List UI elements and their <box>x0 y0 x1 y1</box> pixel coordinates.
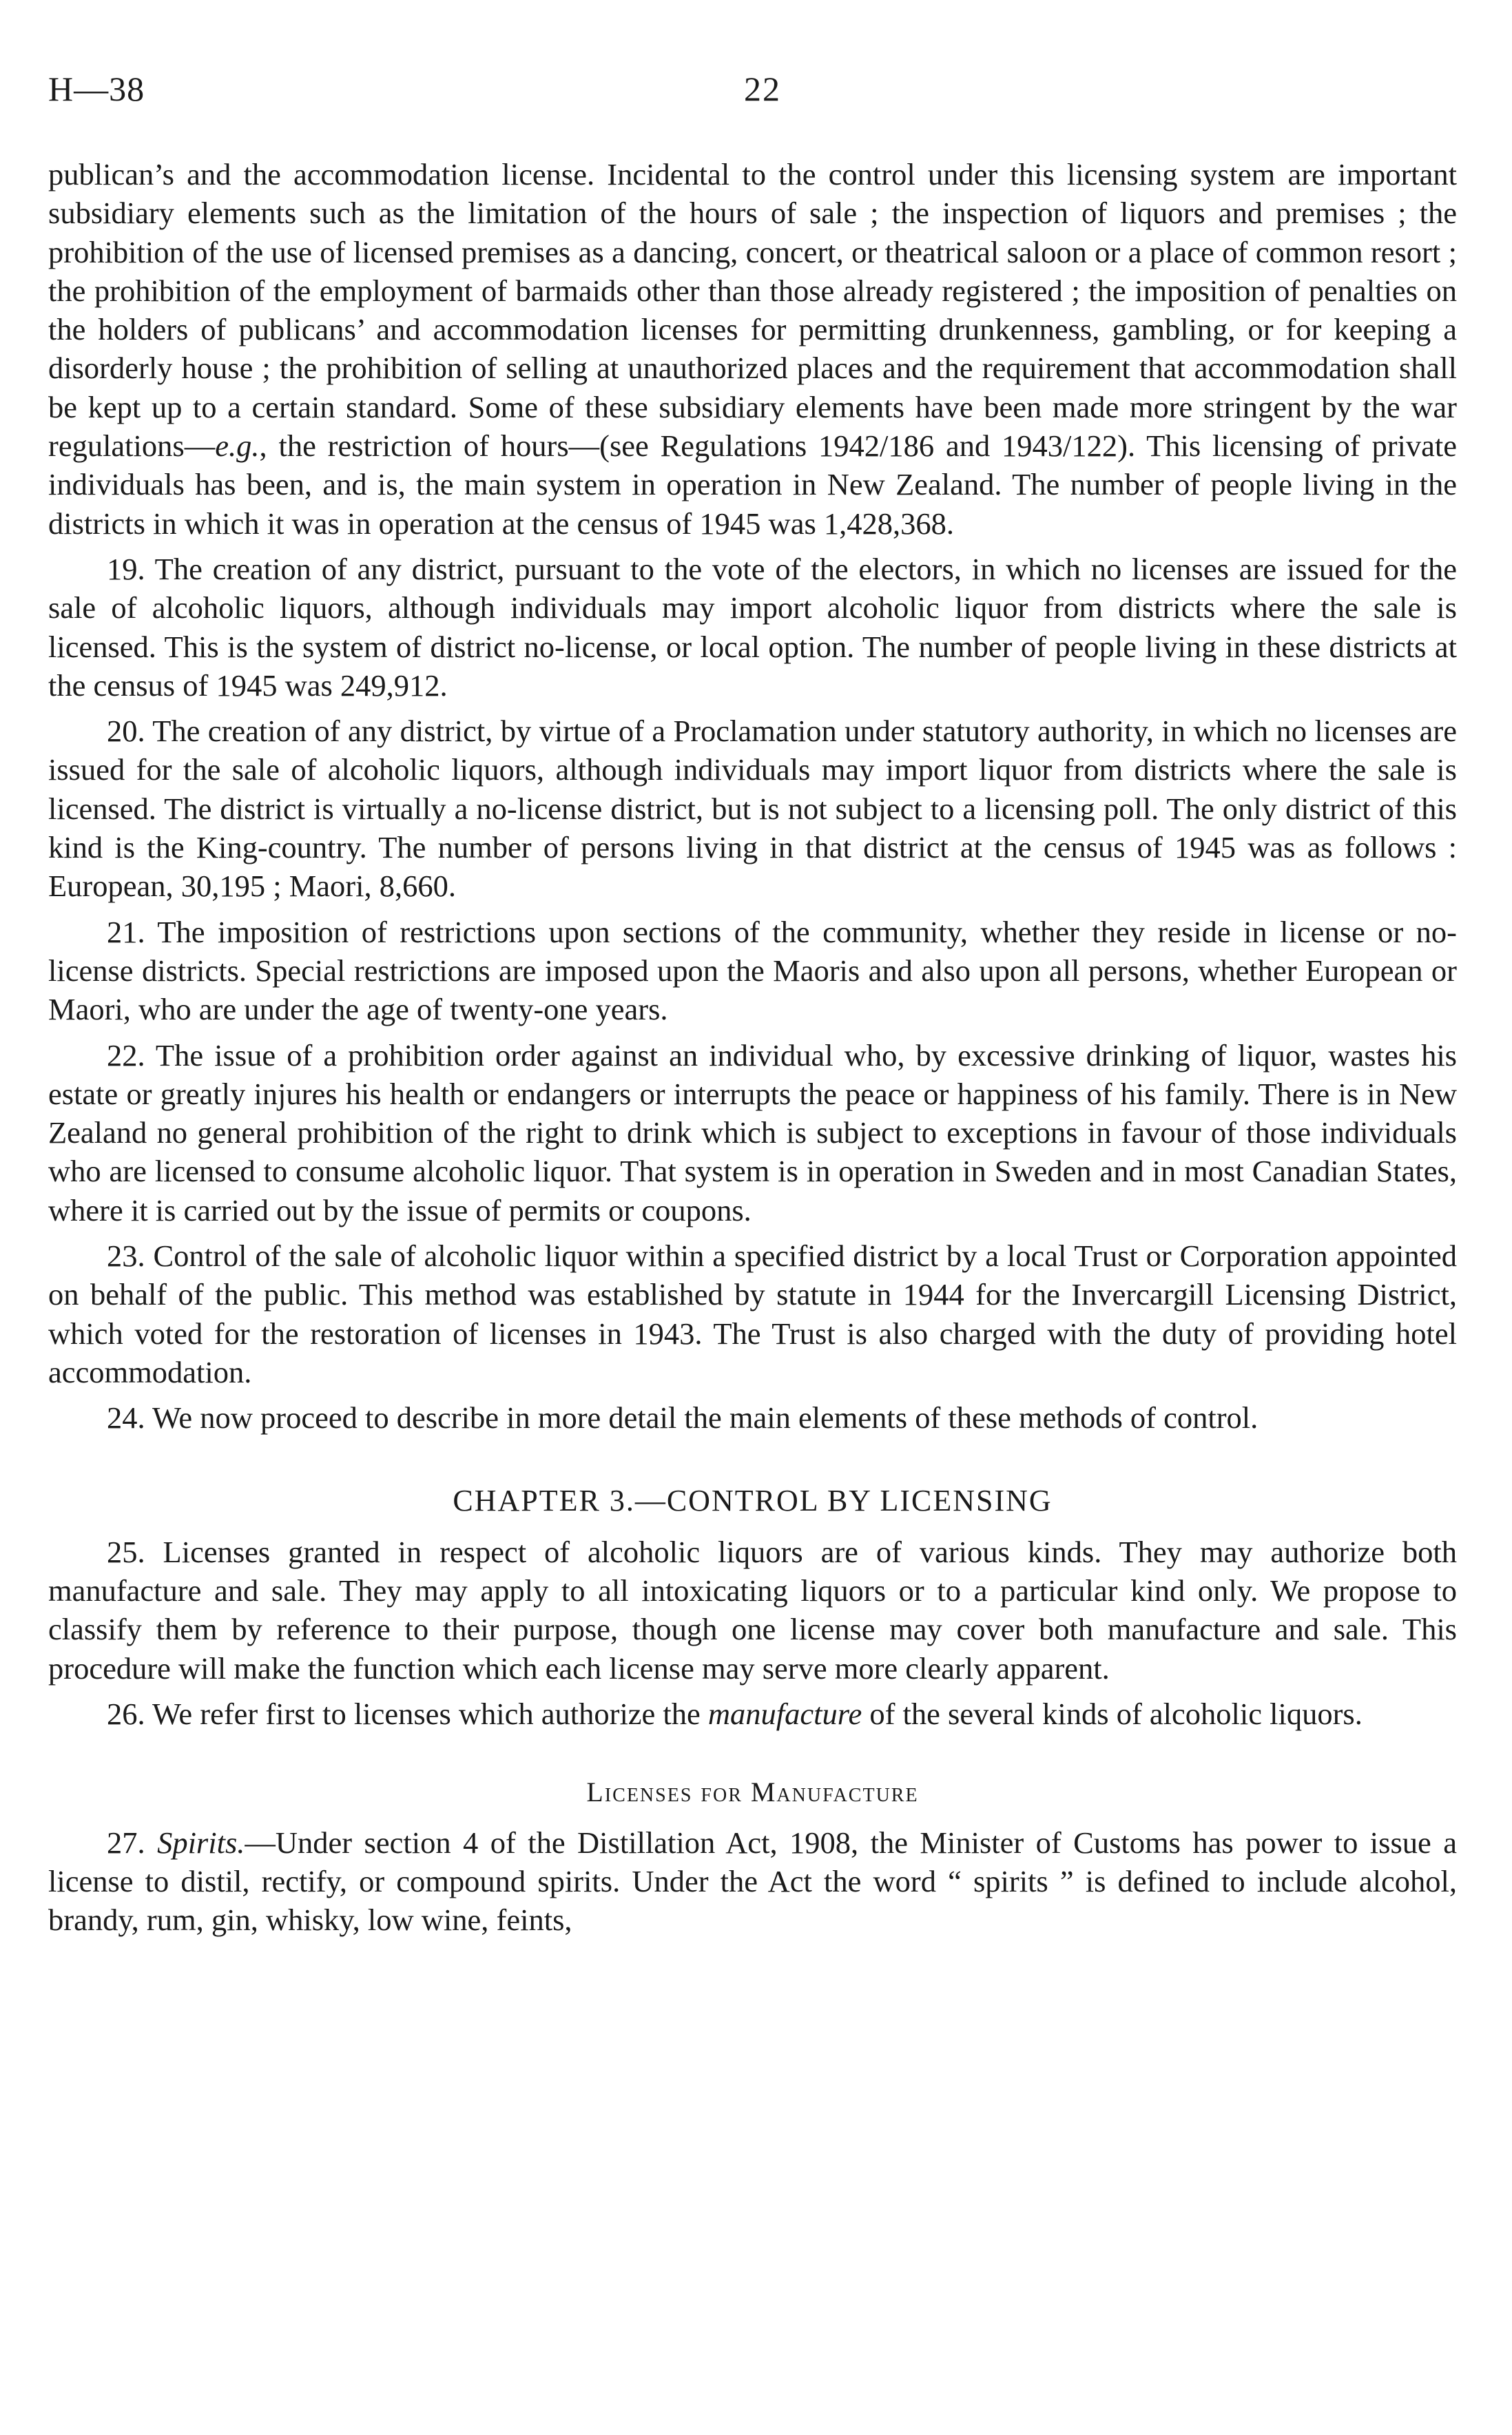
manufacture-italic: manufacture <box>707 1696 862 1731</box>
paragraph-26-end: of the several kinds of alcoholic liquors. <box>862 1696 1363 1731</box>
paragraph-27-text: —Under section 4 of the Distillation Act, 1908, the Minister of Customs has power to issue a license to distil, rectify, or compound spirits. Under the Act the word “ spirits ” is defined to include alcohol, brandy, rum, gin, whisky, low wine, feints, <box>48 1825 1457 1938</box>
paragraph-24: 24. We now proceed to describe in more detail the main elements of these methods of control. <box>107 1400 1259 1436</box>
page-number: 22 <box>744 70 781 108</box>
paragraph-19: 19. The creation of any district, pursuant to the vote of the electors, in which no licenses are issued for the sale of alcoholic liquors, although individuals may import alcoholic liquor from districts where the sale is licensed. This is the system of district no-license, or local option. The number of people living in these districts at the census of 1945 was 249,912. <box>48 551 1457 703</box>
paragraph-23: 23. Control of the sale of alcoholic liquor within a specified district by a local Trust or Corporation appointed on behalf of the public. This method was established by statute in 1944 for the Invercargill Licensing District, which voted for the restoration of licenses in 1943. The Trust is also charged with the duty of providing hotel accommodation. <box>48 1239 1457 1389</box>
document-code: H—38 <box>48 70 145 108</box>
section-subheading: Licenses for Manufacture <box>586 1776 919 1808</box>
paragraph-continued-tail: , the restriction of hours—(see Regulations 1942/186 and 1943/122). This licensing of private individuals has been, and is, the main system in operation in New Zealand. The number of people living in the districts in which it was in operation at the census of 1945 was 1,428,368. <box>48 428 1457 541</box>
paragraph-21: 21. The imposition of restrictions upon sections of the community, whether they reside in license or no-license districts. Special restrictions are imposed upon the Maoris and also upon all persons, whether European or Maori, who are under the age of twenty-one years. <box>48 914 1457 1027</box>
spirits-italic: Spirits. <box>157 1825 245 1860</box>
paragraph-continued-text: publican’s and the accommodation license. Incidental to the control under this licensing system are important subsidiary elements such as the limitation of the hours of sale ; the inspection of liquors and premises ; the prohibition of the use of licensed premises as a dancing, concert, or theatrical saloon or a place of common resort ; the prohibition of the employment of barmaids other than those already registered ; the imposition of penalties on the holders of publicans’ and accommodation licenses for permitting drunkenness, gambling, or for keeping a disorderly house ; the prohibition of selling at unauthorized places and the requirement that accommodation shall be kept up to a certain standard. Some of these subsidiary elements have been made more stringent by the war regulations— <box>48 157 1457 464</box>
body-text <box>48 155 1457 1939</box>
paragraph-continued <box>48 155 1457 543</box>
paragraph-26 <box>48 1695 1457 1733</box>
page-header <box>48 69 1464 124</box>
paragraph-27-number: 27. <box>107 1825 158 1860</box>
paragraph-25: 25. Licenses granted in respect of alcoholic liquors are of various kinds. They may authorize both manufacture and sale. They may apply to all intoxicating liquors or to a particular kind only. We propose to classify them by reference to their purpose, though one license may cover both manufacture and sale. This procedure will make the function which each license may serve more clearly apparent. <box>48 1534 1457 1686</box>
paragraph-20: 20. The creation of any district, by virtue of a Proclamation under statutory authority, in which no licenses are issued for the sale of alcoholic liquors, although individuals may import liquor from districts where the sale is licensed. The district is virtually a no-license district, but is not subject to a licensing poll. The only district of this kind is the King-country. The number of persons living in that district at the census of 1945 was as follows : European, 30,195 ; Maori, 8,660. <box>48 714 1457 904</box>
paragraph-26-start: 26. We refer first to licenses which authorize the <box>107 1696 708 1731</box>
eg-italic: e.g. <box>215 428 260 464</box>
paragraph-22: 22. The issue of a prohibition order against an individual who, by excessive drinking of liquor, wastes his estate or greatly injures his health or endangers or interrupts the peace or happiness of his family. There is in New Zealand no general prohibition of the right to drink which is subject to exceptions in favour of those individuals who are licensed to consume alcoholic liquor. That system is in operation in Sweden and in most Canadian States, where it is carried out by the issue of permits or coupons. <box>48 1037 1457 1227</box>
chapter-heading: CHAPTER 3.—CONTROL BY LICENSING <box>453 1483 1053 1517</box>
paragraph-27 <box>48 1823 1457 1940</box>
